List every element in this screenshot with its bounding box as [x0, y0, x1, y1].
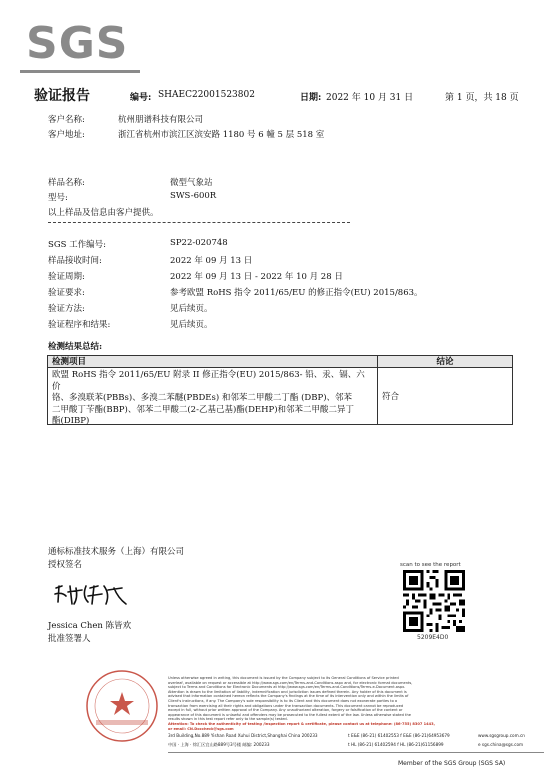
fine-line: results shown in this test report refer only to the sample(s) tested.: [168, 717, 288, 722]
number-label: 编号:: [130, 93, 152, 103]
sample-note: 以上样品及信息由客户提供。: [48, 208, 159, 218]
page-number: 第 1 页，共 18 页: [445, 93, 519, 103]
qr-code-text: 5209E4D0: [417, 634, 449, 641]
address-mid: t HL (86-21) 61402594 f HL (86-21)61156899: [348, 742, 444, 747]
client-name-label: 客户名称:: [48, 115, 85, 125]
fine-line: subject to Terms and Conditions for Electronic Documents at http://www.sgs.com/en/Terms-and-Conditions/Terms-e-Document.aspx.: [168, 685, 406, 690]
detail-value: 2022 年 09 月 13 日: [170, 256, 253, 266]
fine-line: advised that information contained hereon reflects the Company's findings at the time of its intervention only and within the limits of: [168, 694, 409, 699]
sample-name-value: 微型气象站: [170, 178, 213, 188]
client-address-label: 客户地址:: [48, 130, 85, 140]
fine-line: transaction from exercising all their rights and obligations under the transaction documents. This document cannot be reproduced: [168, 703, 404, 708]
fine-line: Unless otherwise agreed in writing, this document is issued by the Company subject to its General Conditions of Service printed: [168, 676, 399, 680]
signatory-auth: 授权签名: [48, 560, 83, 570]
detail-label: 样品接收时间:: [48, 256, 102, 266]
attention-line: or email: CN.Doccheck@sgs.com: [168, 726, 234, 731]
fine-line: Client's instructions, if any. The Company's sole responsibility is to its Client and this document does not exonerate parties to a: [168, 698, 398, 703]
result-cell: [378, 368, 512, 424]
client-address-value: 浙江省杭州市滨江区滨安路 1180 号 6 幢 5 层 518 室: [118, 130, 325, 140]
fine-line: except in full, without prior written approval of the Company. Any unauthorized alteration, forgery or falsification of the content or: [168, 708, 403, 713]
address-mid: t E&E (86-21) 61402553 f E&E (86-21)64953679: [348, 733, 450, 738]
signatory-role: 批准签署人: [48, 634, 91, 644]
item-line: 铬、多溴联苯(PBBs)、多溴二苯醚(PBDEs) 和邻苯二甲酸二丁酯 (DBP)、邻苯: [52, 393, 353, 403]
address-left: 中国 · 上海 · 徐汇区宜山路889号3号楼 邮编: 200233: [168, 742, 270, 747]
address-right: www.sgsgroup.com.cn: [478, 733, 525, 738]
fine-line: overleaf, available on request or accessible at http://www.sgs.com/en/Terms-and-Conditions.aspx and, for electronic format documents,: [168, 680, 413, 685]
number-value: SHAEC22001523802: [158, 90, 255, 100]
terms-fine-print: [168, 676, 544, 731]
result-value: 符合: [382, 392, 400, 402]
detail-label: 验证要求:: [48, 288, 85, 298]
divider-dashed: [48, 222, 350, 223]
sgs-logo: [20, 14, 140, 76]
date-value: 2022 年 10 月 31 日: [326, 93, 414, 103]
qr-caption: scan to see the report: [400, 562, 461, 568]
summary-title: 检测结果总结:: [48, 342, 103, 352]
address-right: e sgs.china@sgs.com: [478, 742, 524, 747]
attention-line: Attention: To check the authenticity of testing /inspection report & certificate, please contact us at telephone: (86-755) 8307 1443,: [168, 721, 435, 726]
col-result-header: 结论: [436, 357, 454, 367]
sample-name-label: 样品名称:: [48, 178, 85, 188]
signatory-name: Jessica Chen 陈皆欢: [48, 621, 132, 631]
footer-divider: [168, 752, 544, 753]
sample-model-label: 型号:: [48, 193, 68, 203]
detail-label: 验证方法:: [48, 304, 85, 314]
fine-line: appearance of this document is unlawful and offenders may be prosecuted to the fullest extent of the law. Unless otherwise stated the: [168, 712, 411, 717]
client-name-value: 杭州朋谱科技有限公司: [118, 115, 204, 125]
detail-label: 验证周期:: [48, 272, 85, 282]
detail-label: 验证程序和结果:: [48, 320, 111, 330]
sample-model-value: SWS-600R: [170, 191, 217, 201]
address-left: 3rd Building,No.889 Yishan Road Xuhui District,Shanghai China 200233: [168, 733, 318, 738]
report-title: 验证报告: [34, 88, 90, 104]
detail-label: SGS 工作编号:: [48, 240, 107, 250]
handwritten-signature: [52, 580, 132, 610]
col-item-header: 检测项目: [48, 356, 378, 367]
sgs-member-text: Member of the SGS Group (SGS SA): [398, 760, 506, 767]
item-line: 二甲酸丁苄酯(BBP)、邻苯二甲酸二(2-乙基己基)酯(DEHP)和邻苯二甲酸二异丁: [52, 404, 355, 415]
table-row: [48, 368, 512, 424]
signatory-company: 通标标准技术服务（上海）有限公司: [48, 547, 185, 557]
item-line: 欧盟 RoHS 指令 2011/65/EU 附录 II 修正指令(EU) 2015/863- 铅、汞、镉、六价: [52, 370, 365, 392]
summary-table-header: [48, 356, 512, 368]
detail-value: SP22-020748: [170, 238, 228, 248]
detail-value: 2022 年 09 月 13 日 - 2022 年 10 月 28 日: [170, 272, 343, 282]
item-cell: [48, 368, 378, 424]
qr-code-icon[interactable]: [403, 570, 465, 632]
logo-text: SGS: [26, 18, 129, 69]
item-line: 酯(DIBP): [52, 416, 90, 426]
detail-value: 见后续页。: [170, 304, 213, 314]
detail-value: 参考欧盟 RoHS 指令 2011/65/EU 的修正指令(EU) 2015/863。: [170, 288, 423, 298]
detail-value: 见后续页。: [170, 320, 213, 330]
summary-table: [47, 355, 513, 425]
fine-line: Attention is drawn to the limitation of liability, indemnification and jurisdiction issues defined therein. Any holder of this document is: [168, 689, 407, 694]
company-seal-stamp: [84, 668, 160, 744]
date-label: 日期:: [300, 93, 322, 103]
